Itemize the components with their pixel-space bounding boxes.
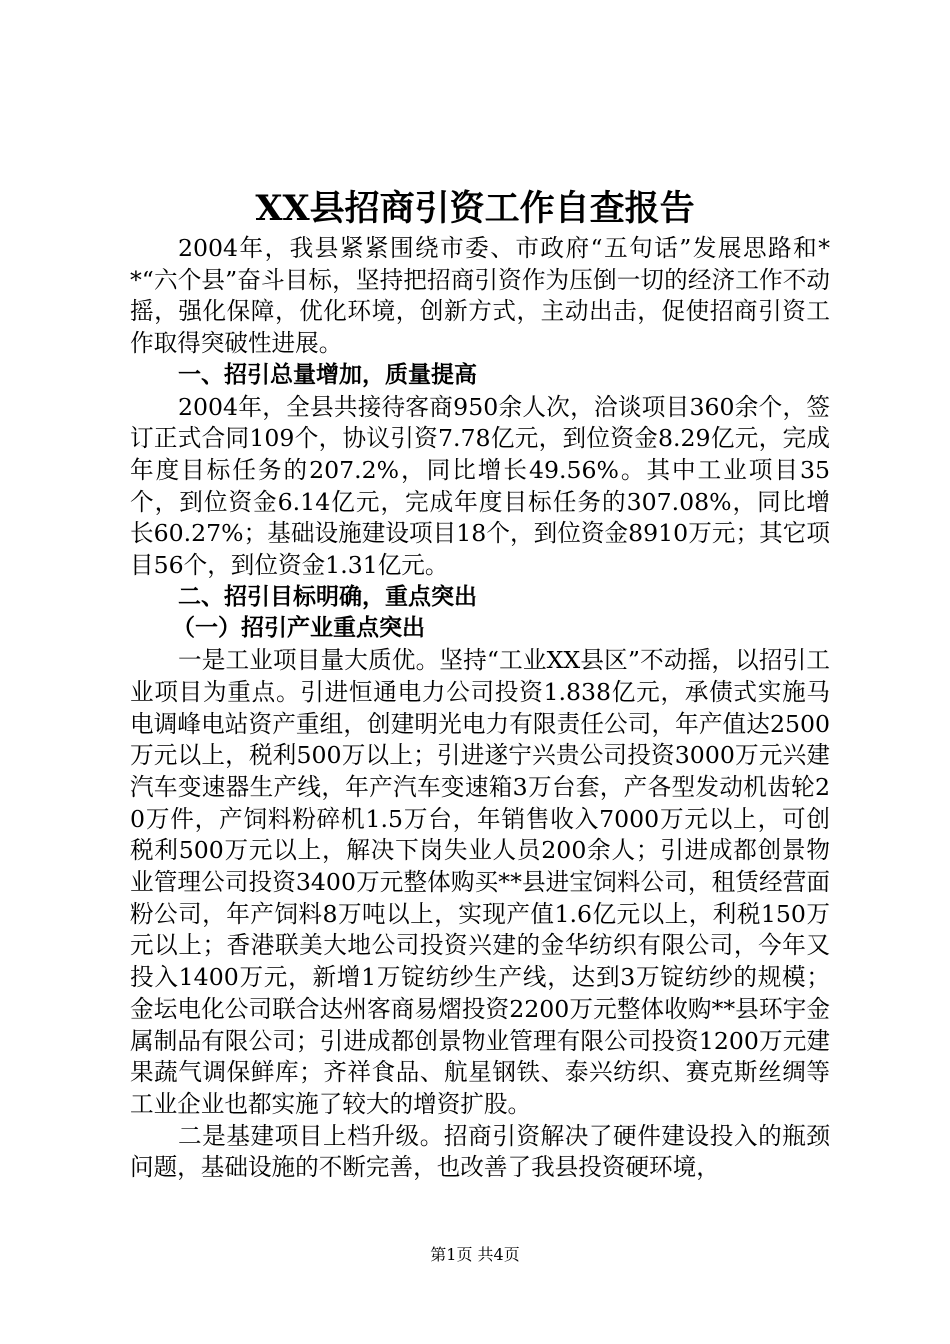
section-1-paragraph: 2004年，全县共接待客商950余人次，洽谈项目360余个，签订正式合同109个，协议引资7.78亿元，到位资金8.29亿元，完成年度目标任务的207.2%，同比增长49.56%。其中工业项目35个，到位资金6.14亿元，完成年度目标任务的307.08%，同比增长60.27%；基础设施建设项目18个，到位资金8910万元；其它项目56个，到位资金1.31亿元。 [130,392,830,580]
subsection-heading-1: （一）招引产业重点突出 [172,615,425,642]
section-heading-2: 二、招引目标明确，重点突出 [178,583,477,610]
industry-paragraph: 一是工业项目量大质优。坚持“工业XX县区”不动摇，以招引工业项目为重点。引进恒通电力公司投资1.838亿元，承债式实施马电调峰电站资产重组，创建明光电力有限责任公司，年产值达2500万元以上，税利500万以上；引进遂宁兴贵公司投资3000万元兴建汽车变速器生产线，年产汽车变速箱3万台套，产各型发动机齿轮20万件，产饲料粉碎机1.5万台，年销售收入7000万元以上，可创税利500万元以上，解决下岗失业人员200余人；引进成都创景物业管理公司投资3400万元整体购买**县进宝饲料公司，租赁经营面粉公司，年产饲料8万吨以上，实现产值1.6亿元以上，利税150万元以上；香港联美大地公司投资兴建的金华纺织有限公司，今年又投入1400万元，新增1万锭纺纱生产线，达到3万锭纺纱的规模；金坛电化公司联合达州客商易熠投资2200万元整体收购**县环宇金属制品有限公司；引进成都创景物业管理有限公司投资1200万元建果蔬气调保鲜库；齐祥食品、航星钢铁、泰兴纺织、赛克斯丝绸等工业企业也都实施了较大的增资扩股。 [130,646,830,1118]
infrastructure-paragraph: 二是基建项目上档升级。招商引资解决了硬件建设投入的瓶颈问题，基础设施的不断完善，也改善了我县投资硬环境， [130,1121,830,1182]
document-body [130,233,830,1184]
document-title: XX县招商引资工作自查报告 [255,188,695,229]
page-number-footer: 第1页 共4页 [430,1245,520,1264]
section-heading-1: 一、招引总量增加，质量提高 [178,361,477,388]
intro-paragraph: 2004年，我县紧紧围绕市委、市政府“五句话”发展思路和**“六个县”奋斗目标，坚持把招商引资作为压倒一切的经济工作不动摇，强化保障，优化环境，创新方式，主动出击，促使招商引资工作取得突破性进展。 [130,234,830,358]
